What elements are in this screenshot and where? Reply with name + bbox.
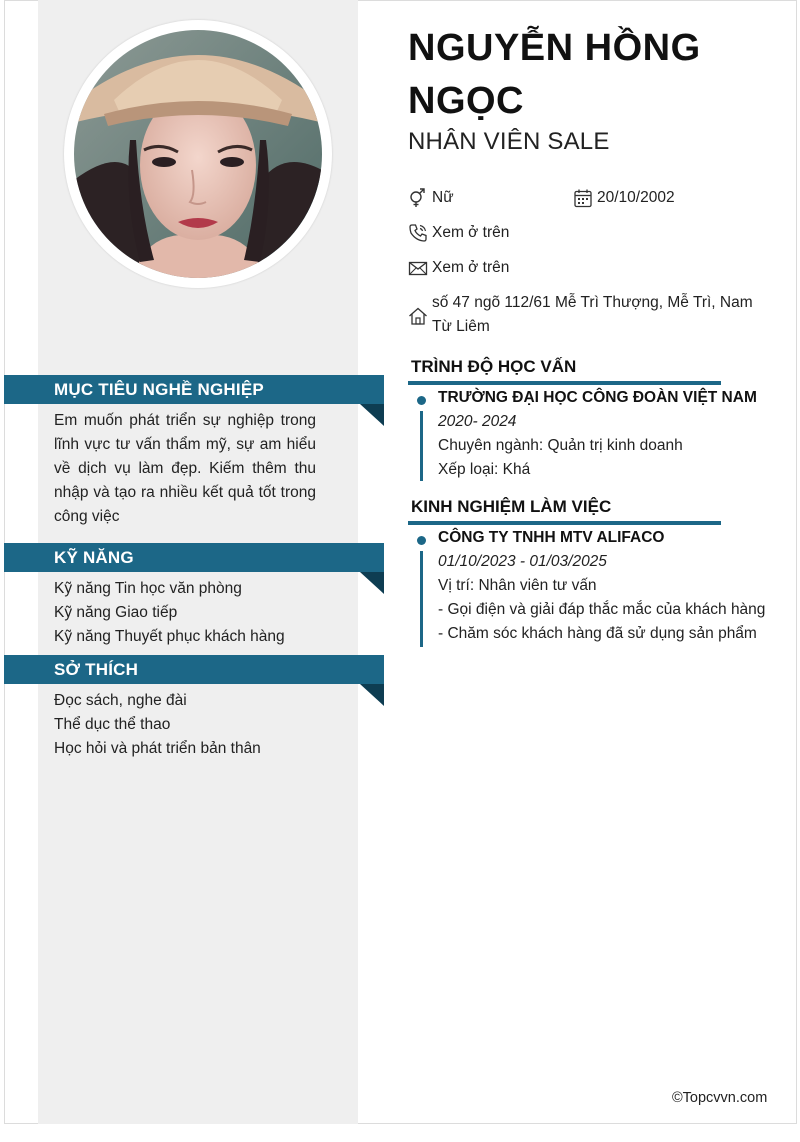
hobbies-list [54, 689, 316, 761]
candidate-name [408, 22, 748, 128]
name-line: NGỌC [408, 80, 524, 122]
hobbies-title: SỞ THÍCH [54, 660, 139, 679]
portrait-photo [74, 30, 322, 278]
email-info [408, 256, 708, 280]
phone-info [408, 221, 708, 245]
address-info [408, 291, 778, 341]
education-major: Chuyên ngành: Quản trị kinh doanh [438, 437, 683, 454]
timeline-dot [417, 536, 426, 545]
school-name: TRƯỜNG ĐẠI HỌC CÔNG ĐOÀN VIỆT NAM [438, 389, 757, 406]
skills-header [4, 543, 384, 572]
phone-value: Xem ở trên [432, 224, 510, 241]
education-entry [420, 389, 790, 485]
hobby-item: Thể dục thể thao [54, 716, 171, 733]
timeline-line [420, 411, 423, 481]
education-grade: Xếp loại: Khá [438, 461, 531, 478]
gender-info [408, 186, 568, 210]
skills-list [54, 577, 316, 649]
job-title: NHÂN VIÊN SALE [408, 128, 610, 155]
education-title: TRÌNH ĐỘ HỌC VẤN [411, 357, 577, 376]
hobby-item: Học hỏi và phát triển bản thân [54, 740, 261, 757]
experience-entry [420, 529, 790, 650]
email-icon [408, 258, 428, 278]
address-line: số 47 ngõ 112/61 Mễ Trì Thượng, Mễ Trì, Nam [432, 294, 753, 311]
skill-item: Kỹ năng Tin học văn phòng [54, 580, 242, 597]
ribbon-fold [360, 404, 384, 426]
timeline-line [420, 551, 423, 647]
experience-period: 01/10/2023 - 01/03/2025 [438, 553, 607, 570]
timeline-dot [417, 396, 426, 405]
birthday-info [573, 186, 773, 210]
address-line: Từ Liêm [432, 318, 490, 335]
skills-title: KỸ NĂNG [54, 548, 134, 567]
gender-icon [408, 188, 428, 208]
experience-position: Vị trí: Nhân viên tư vấn [438, 577, 597, 594]
name-line: NGUYỄN HỒNG [408, 27, 701, 69]
hobby-item: Đọc sách, nghe đài [54, 692, 187, 709]
experience-header [408, 495, 721, 525]
objective-header [4, 375, 384, 404]
skill-item: Kỹ năng Thuyết phục khách hàng [54, 628, 285, 645]
avatar [64, 20, 332, 288]
objective-text: Em muốn phát triển sự nghiệp trong lĩnh vực tư vấn thẩm mỹ, sự am hiểu về dịch vụ làm đẹp. Kiếm thêm thu nhập và tạo ra nhiều kết quả tốt trong công việc [54, 412, 316, 525]
birthday-value: 20/10/2002 [597, 189, 675, 206]
footer-copyright: ©Topcvvn.com [672, 1090, 768, 1106]
education-header [408, 355, 721, 385]
home-icon [408, 306, 428, 326]
skill-item: Kỹ năng Giao tiếp [54, 604, 178, 621]
company-name: CÔNG TY TNHH MTV ALIFACO [438, 529, 665, 546]
experience-title: KINH NGHIỆM LÀM VIỆC [411, 497, 612, 516]
experience-duty: - Gọi điện và giải đáp thắc mắc của khách hàng [438, 601, 766, 618]
gender-value: Nữ [432, 189, 454, 206]
hobbies-header [4, 655, 384, 684]
education-period: 2020- 2024 [438, 413, 517, 430]
ribbon-fold [360, 572, 384, 594]
objective-title: MỤC TIÊU NGHỀ NGHIỆP [54, 380, 264, 399]
experience-duty: - Chăm sóc khách hàng đã sử dụng sản phẩm [438, 625, 757, 642]
phone-icon [408, 223, 428, 243]
address-value [432, 291, 753, 339]
calendar-icon [573, 188, 593, 208]
email-value: Xem ở trên [432, 259, 510, 276]
ribbon-fold [360, 684, 384, 706]
